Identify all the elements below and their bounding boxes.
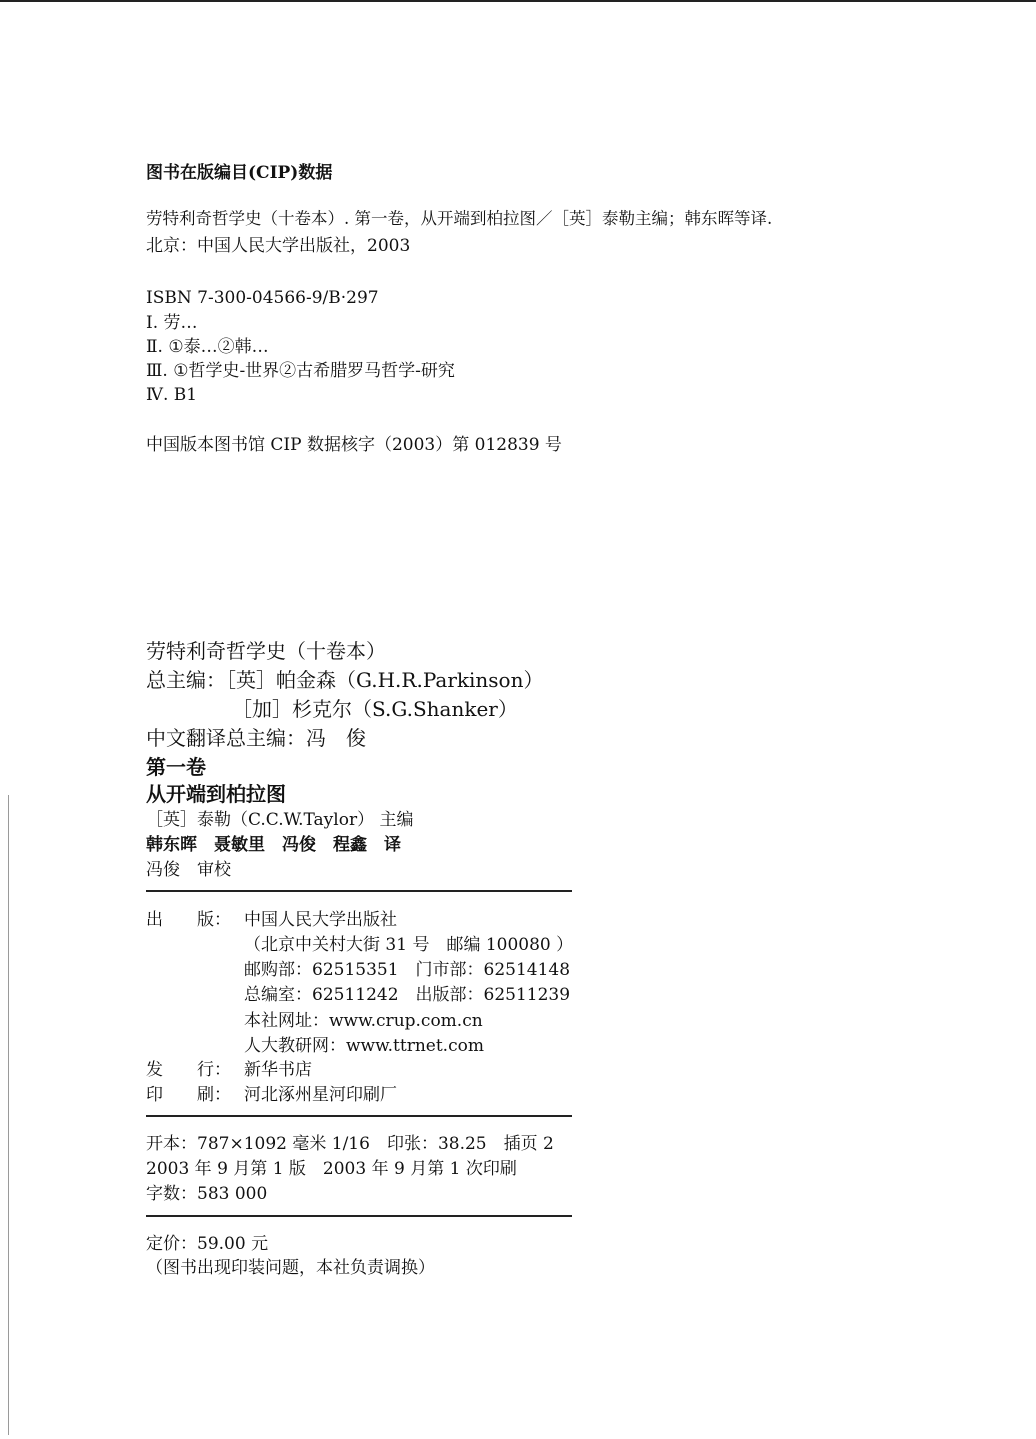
volume-title: 从开端到柏拉图: [146, 782, 286, 806]
volume-editor: ［英］泰勒（C.C.W.Taylor） 主编: [146, 810, 414, 830]
cip-item-3: Ⅲ. ①哲学史-世界②古希腊罗马哲学-研究: [146, 361, 455, 381]
series-title: 劳特利奇哲学史（十卷本）: [146, 639, 386, 663]
publisher-phone-2: 总编室：62511242 出版部：62511239: [244, 985, 571, 1005]
divider-rule: [146, 1215, 572, 1217]
distributor: 新华书店: [244, 1060, 312, 1080]
publisher-name: 中国人民大学出版社: [244, 910, 397, 930]
price-note: （图书出现印装问题，本社负责调换）: [146, 1258, 435, 1278]
word-count: 字数：583 000: [146, 1184, 268, 1204]
cip-publisher-line: 北京：中国人民大学出版社，2003: [146, 236, 411, 256]
cip-verify-number: 中国版本图书馆 CIP 数据核字（2003）第 012839 号: [146, 435, 562, 455]
reviewer: 冯俊 审校: [146, 860, 231, 880]
print-label: 印 刷：: [146, 1085, 231, 1105]
publisher-website-2: 人大教研网：www.ttrnet.com: [244, 1036, 484, 1056]
left-scan-edge: [8, 795, 9, 1435]
publish-label: 出 版：: [146, 910, 231, 930]
edition-info: 2003 年 9 月第 1 版 2003 年 9 月第 1 次印刷: [146, 1159, 517, 1179]
chief-editor-1: 总主编：［英］帕金森（G.H.R.Parkinson）: [146, 668, 544, 692]
divider-rule: [146, 890, 572, 892]
publisher-address: （北京中关村大街 31 号 邮编 100080 ）: [244, 935, 574, 955]
cip-item-4: Ⅳ. B1: [146, 385, 198, 405]
chief-editor-2: ［加］杉克尔（S.G.Shanker）: [232, 697, 518, 721]
publisher-phone-1: 邮购部：62515351 门市部：62514148: [244, 960, 571, 980]
cip-title-line: 劳特利奇哲学史（十卷本）. 第一卷，从开端到柏拉图／［英］泰勒主编；韩东晖等译.: [146, 209, 773, 228]
divider-rule: [146, 1115, 572, 1117]
cip-isbn: ISBN 7-300-04566-9/B·297: [146, 288, 379, 308]
cip-item-1: Ⅰ. 劳…: [146, 313, 198, 333]
distribute-label: 发 行：: [146, 1060, 231, 1080]
format-spec: 开本：787×1092 毫米 1/16 印张：38.25 插页 2: [146, 1134, 554, 1154]
cip-heading: 图书在版编目(CIP)数据: [146, 163, 333, 183]
price: 定价：59.00 元: [146, 1234, 269, 1254]
top-scan-border: [0, 0, 1036, 2]
translators: 韩东晖 聂敏里 冯俊 程鑫 译: [146, 835, 401, 855]
volume-number: 第一卷: [146, 755, 206, 779]
printer: 河北涿州星河印刷厂: [244, 1085, 397, 1105]
cn-chief-editor: 中文翻译总主编：冯 俊: [146, 726, 366, 750]
publisher-website: 本社网址：www.crup.com.cn: [244, 1011, 483, 1031]
cip-item-2: Ⅱ. ①泰…②韩…: [146, 337, 269, 357]
